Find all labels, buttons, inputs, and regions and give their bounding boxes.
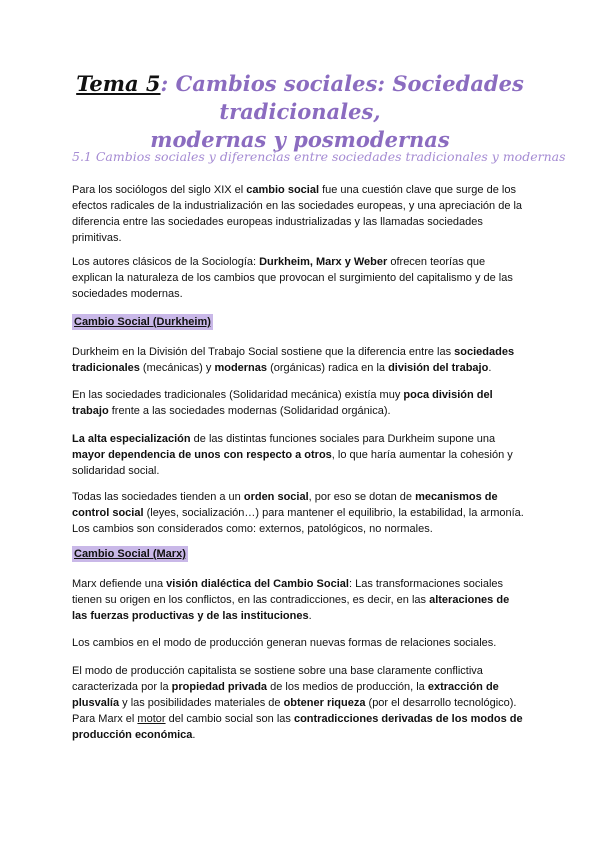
section-subtitle: 5.1 Cambios sociales y diferencias entre sociedades tradicionales y modernas (72, 149, 566, 164)
heading-durkheim: Cambio Social (Durkheim) (74, 316, 211, 328)
title-line-1 (0, 70, 600, 126)
paragraph-marx-3: El modo de producción capitalista se sostiene sobre una base claramente conflictiva caracterizada por la propiedad privada de los medios de producción, la extracción de plusvalía y las posibilidades materiales de obtener riqueza (por el desarrollo tecnológico). Para Marx el motor del cambio social son las contradicciones derivadas de los modos de producción económica. (72, 665, 523, 741)
document-title (0, 70, 600, 154)
paragraph-marx-1: Marx defiende una visión dialéctica del Cambio Social: Las transformaciones sociales tienen su origen en los conflictos, en las contradicciones, es decir, en las alteraciones de las fuerzas productivas y de las instituciones. (72, 578, 510, 622)
paragraph-intro: Para los sociólogos del siglo XIX el cambio social fue una cuestión clave que surge de los efectos radicales de la industrialización en las sociedades europeas, y una apreciación de la diferencia entre las sociedades europeas industrializadas y las llamadas sociedades primitivas. (72, 184, 523, 244)
title-tema: Tema 5 (76, 71, 161, 96)
title-line-2: modernas y posmodernas (150, 127, 450, 152)
paragraph-durkheim-3: La alta especialización de las distintas funciones sociales para Durkheim supone una mayor dependencia de unos con respecto a otros, lo que haría aumentar la cohesión y solidaridad social. (72, 433, 513, 477)
paragraph-durkheim-4: Todas las sociedades tienden a un orden social, por eso se dotan de mecanismos de control social (leyes, socialización…) para mantener el equilibrio, la estabilidad, la armonía. Los cambios son considerados como: externos, patológicos, no normales. (72, 491, 524, 535)
paragraph-authors: Los autores clásicos de la Sociología: Durkheim, Marx y Weber ofrecen teorías que explican la naturaleza de los cambios que provocan el surgimiento del capitalismo y de las sociedades modernas. (72, 256, 513, 300)
paragraph-marx-2: Los cambios en el modo de producción generan nuevas formas de relaciones sociales. (72, 637, 497, 649)
title-rest: : Cambios sociales: Sociedades tradicionales, (160, 71, 524, 124)
paragraph-durkheim-2: En las sociedades tradicionales (Solidaridad mecánica) existía muy poca división del trabajo frente a las sociedades modernas (Solidaridad orgánica). (72, 389, 493, 417)
heading-marx: Cambio Social (Marx) (74, 548, 186, 560)
paragraph-durkheim-1: Durkheim en la División del Trabajo Social sostiene que la diferencia entre las sociedades tradicionales (mecánicas) y modernas (orgánicas) radica en la división del trabajo. (72, 346, 515, 374)
